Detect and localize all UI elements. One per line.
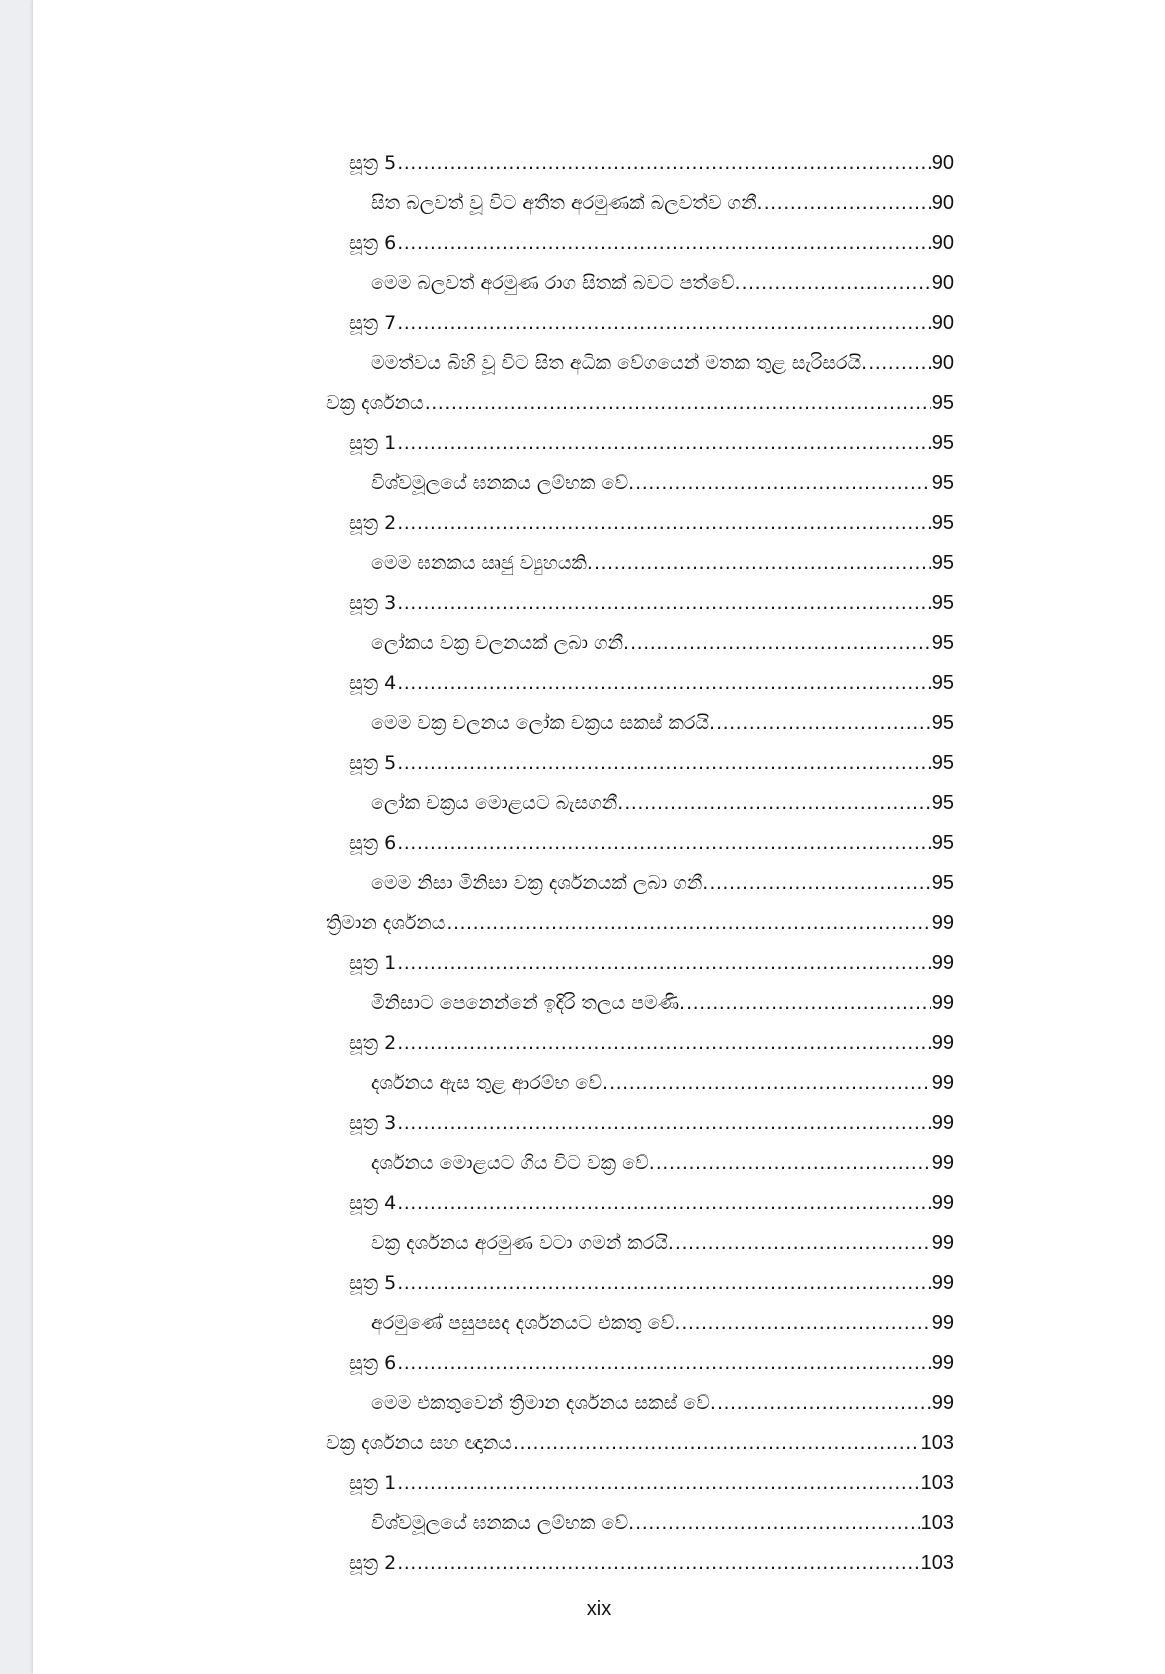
toc-entry-page-number: 95 (931, 832, 954, 854)
dot-leader (397, 751, 931, 775)
toc-sutra-entry[interactable] (349, 147, 954, 187)
toc-entry-page-number: 95 (931, 472, 954, 494)
toc-sutra-entry[interactable] (349, 1187, 954, 1227)
toc-entry-page-number: 99 (931, 1152, 954, 1174)
toc-entry-page-number: 90 (931, 152, 954, 174)
dot-leader (742, 271, 931, 295)
toc-entry-page-number: 99 (931, 1192, 954, 1214)
toc-chapter-entry[interactable] (326, 1427, 954, 1467)
dot-leader (630, 631, 931, 655)
dot-leader (635, 471, 931, 495)
toc-chapter-entry[interactable] (326, 907, 954, 947)
dot-leader (397, 311, 931, 335)
toc-entry-page-number: 90 (931, 312, 954, 334)
toc-entry-page-number: 99 (931, 1272, 954, 1294)
toc-sub-entry[interactable] (371, 867, 954, 907)
toc-entry-label: දර්ශනය ඇස තුළ ආරම්භ වේ. (371, 1072, 609, 1094)
toc-entry-page-number: 103 (920, 1552, 954, 1574)
toc-entry-page-number: 90 (931, 352, 954, 374)
dot-leader (764, 191, 931, 215)
dot-leader (397, 1031, 931, 1055)
dot-leader (717, 1391, 931, 1415)
dot-leader (397, 1471, 919, 1495)
toc-sub-entry[interactable] (371, 1067, 954, 1107)
toc-entry-page-number: 95 (931, 552, 954, 574)
toc-sub-entry[interactable] (371, 547, 954, 587)
toc-sutra-entry[interactable] (349, 1107, 954, 1147)
toc-entry-label: අරමුණේ පසුපසද දර්ශනයට එකතු වේ. (371, 1312, 681, 1334)
dot-leader (397, 1551, 919, 1575)
dot-leader (675, 1231, 931, 1255)
dot-leader (656, 1151, 931, 1175)
toc-entry-page-number: 99 (931, 1352, 954, 1374)
toc-sutra-entry[interactable] (349, 1027, 954, 1067)
toc-entry-label: සූත්‍ර 5 (349, 152, 397, 174)
dot-leader (624, 791, 930, 815)
dot-leader (397, 1351, 931, 1375)
dot-leader (513, 1431, 920, 1455)
toc-sub-entry[interactable] (371, 627, 954, 667)
toc-chapter-entry[interactable] (326, 387, 954, 427)
toc-sub-entry[interactable] (371, 267, 954, 307)
toc-entry-label: මෙම වක්‍ර චලනය ලෝක චක්‍රය සකස් කරයි. (371, 712, 716, 734)
toc-entry-label: සිත බලවත් වූ විට අතීත අරමුණක් බලවත්ව ගනී. (371, 192, 763, 214)
toc-entry-label: සූත්‍ර 7 (349, 312, 397, 334)
dot-leader (397, 151, 931, 175)
dot-leader (397, 671, 931, 695)
toc-entry-page-number: 95 (931, 792, 954, 814)
toc-entry-label: සූත්‍ර 1 (349, 1472, 397, 1494)
toc-entry-page-number: 99 (931, 1112, 954, 1134)
dot-leader (397, 1191, 931, 1215)
toc-entry-page-number: 95 (931, 512, 954, 534)
toc-entry-page-number: 99 (931, 912, 954, 934)
toc-entry-label: සූත්‍ර 5 (349, 752, 397, 774)
toc-entry-label: සූත්‍ර 6 (349, 232, 397, 254)
toc-sub-entry[interactable] (371, 1307, 954, 1347)
toc-entry-page-number: 90 (931, 232, 954, 254)
toc-entry-label: මිනිසාට පෙනෙන්නේ ඉදිරි තලය පමණි. (371, 992, 686, 1014)
toc-sutra-entry[interactable] (349, 227, 954, 267)
dot-leader (635, 1511, 919, 1535)
toc-entry-page-number: 99 (931, 1072, 954, 1094)
table-of-contents (33, 147, 1165, 1587)
toc-entry-page-number: 95 (931, 672, 954, 694)
toc-sub-entry[interactable] (371, 467, 954, 507)
dot-leader (397, 1271, 931, 1295)
toc-entry-page-number: 99 (931, 1232, 954, 1254)
dot-leader (397, 951, 931, 975)
toc-entry-page-number: 103 (920, 1512, 954, 1534)
toc-sutra-entry[interactable] (349, 667, 954, 707)
dot-leader (397, 511, 931, 535)
dot-leader (397, 591, 931, 615)
dot-leader (397, 231, 931, 255)
dot-leader (709, 871, 930, 895)
toc-entry-label: වක්‍ර දර්ශනය (326, 392, 424, 414)
toc-entry-label: මෙම බලවත් අරමුණ රාග සිතක් බවට පත්වේ. (371, 272, 741, 294)
dot-leader (716, 711, 931, 735)
toc-entry-label: මෙම එකතුවෙන් ත්‍රිමාන දර්ශනය සකස් වේ. (371, 1392, 716, 1414)
toc-entry-page-number: 95 (931, 752, 954, 774)
toc-sutra-entry[interactable] (349, 427, 954, 467)
toc-entry-page-number: 95 (931, 712, 954, 734)
toc-sub-entry[interactable] (371, 347, 954, 387)
toc-sutra-entry[interactable] (349, 827, 954, 867)
toc-sutra-entry[interactable] (349, 947, 954, 987)
toc-entry-label: මෙම ඝනකය ඍජු ව්‍යුහයකි. (371, 552, 593, 574)
toc-entry-label: සූත්‍ර 2 (349, 1552, 397, 1574)
toc-sutra-entry[interactable] (349, 1467, 954, 1507)
toc-entry-label: සූත්‍ර 6 (349, 832, 397, 854)
toc-entry-page-number: 103 (920, 1432, 954, 1454)
dot-leader (446, 911, 930, 935)
toc-entry-label: සූත්‍ර 3 (349, 592, 397, 614)
dot-leader (686, 991, 931, 1015)
toc-entry-page-number: 95 (931, 432, 954, 454)
toc-entry-page-number: 95 (931, 872, 954, 894)
toc-sutra-entry[interactable] (349, 587, 954, 627)
toc-sutra-entry[interactable] (349, 747, 954, 787)
toc-sutra-entry[interactable] (349, 1347, 954, 1387)
toc-sutra-entry[interactable] (349, 1547, 954, 1587)
toc-sub-entry[interactable] (371, 707, 954, 747)
toc-entry-page-number: 95 (931, 632, 954, 654)
toc-entry-label: වක්‍ර දර්ශනය අරමුණ වටා ගමන් කරයි. (371, 1232, 674, 1254)
dot-leader (397, 831, 931, 855)
toc-entry-page-number: 90 (931, 192, 954, 214)
toc-entry-label: විශ්වමූලයේ ඝනකය ලම්භක වේ. (371, 472, 635, 494)
toc-sub-entry[interactable] (371, 787, 954, 827)
toc-entry-page-number: 99 (931, 1032, 954, 1054)
toc-sub-entry[interactable] (371, 1507, 954, 1547)
dot-leader (594, 551, 931, 575)
toc-entry-label: මමත්වය බිහි වූ විට සිත අධික වේගයෙන් මතක තුළ සැරිසරයි. (371, 352, 868, 374)
toc-entry-label: සූත්‍ර 6 (349, 1352, 397, 1374)
toc-sub-entry[interactable] (371, 987, 954, 1027)
toc-sutra-entry[interactable] (349, 507, 954, 547)
toc-sutra-entry[interactable] (349, 1267, 954, 1307)
toc-entry-label: සූත්‍ර 5 (349, 1272, 397, 1294)
toc-entry-label: ලෝක චක්‍රය මොළයට බැසගනී. (371, 792, 624, 814)
dot-leader (609, 1071, 931, 1095)
toc-sutra-entry[interactable] (349, 307, 954, 347)
toc-sub-entry[interactable] (371, 1147, 954, 1187)
page-number: xix (586, 1598, 612, 1620)
toc-entry-label: සූත්‍ර 4 (349, 1192, 397, 1214)
toc-entry-label: සූත්‍ර 1 (349, 952, 397, 974)
toc-sub-entry[interactable] (371, 1227, 954, 1267)
toc-entry-page-number: 99 (931, 992, 954, 1014)
toc-entry-page-number: 95 (931, 392, 954, 414)
toc-sub-entry[interactable] (371, 1387, 954, 1427)
dot-leader (681, 1311, 930, 1335)
dot-leader (868, 351, 931, 375)
toc-entry-page-number: 103 (920, 1472, 954, 1494)
toc-entry-label: සූත්‍ර 2 (349, 512, 397, 534)
toc-entry-label: වක්‍ර දර්ශනය සහ ඥානය (326, 1432, 512, 1454)
toc-entry-page-number: 95 (931, 592, 954, 614)
toc-entry-page-number: 99 (931, 1392, 954, 1414)
document-page[interactable] (33, 0, 1165, 1674)
toc-entry-label: විශ්වමූලයේ ඝනකය ලම්භක වේ. (371, 1512, 635, 1534)
dot-leader (397, 431, 931, 455)
toc-entry-label: ලෝකය වක්‍ර චලනයක් ලබා ගනී. (371, 632, 630, 654)
toc-entry-page-number: 99 (931, 1312, 954, 1334)
toc-sub-entry[interactable] (371, 187, 954, 227)
toc-entry-label: ත්‍රිමාන දර්ශනය (326, 912, 446, 934)
toc-entry-page-number: 90 (931, 272, 954, 294)
toc-entry-label: දර්ශනය මොළයට ගිය විට වක්‍ර වේ. (371, 1152, 655, 1174)
toc-entry-page-number: 99 (931, 952, 954, 974)
toc-entry-label: සූත්‍ර 2 (349, 1032, 397, 1054)
toc-entry-label: සූත්‍ර 3 (349, 1112, 397, 1134)
dot-leader (425, 391, 931, 415)
toc-entry-label: සූත්‍ර 1 (349, 432, 397, 454)
toc-entry-label: සූත්‍ර 4 (349, 672, 397, 694)
toc-entry-label: මෙම නිසා මිනිසා වක්‍ර දර්ශනයක් ලබා ගනී. (371, 872, 709, 894)
dot-leader (397, 1111, 931, 1135)
